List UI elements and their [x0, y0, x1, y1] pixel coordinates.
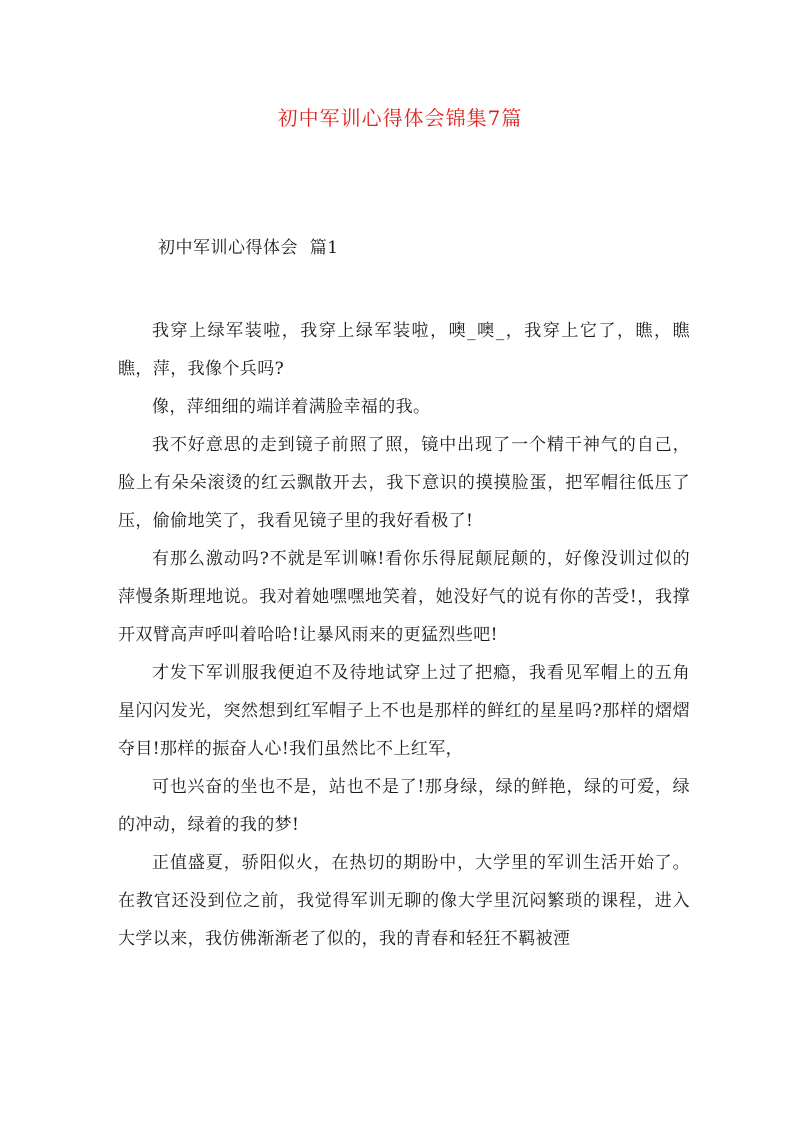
paragraph-6: 可也兴奋的坐也不是，站也不是了!那身绿，绿的鲜艳，绿的可爱，绿的冲动，绿着的我的梦!: [118, 777, 690, 835]
document-title: 初中军训心得体会锦集7篇: [277, 106, 523, 130]
document-body: [118, 312, 690, 958]
paragraph-7: 正值盛夏，骄阳似火，在热切的期盼中，大学里的军训生活开始了。在教官还没到位之前，我觉得军训无聊的像大学里沉闷繁琐的课程，进入大学以来，我仿佛渐渐老了似的，我的青春和轻狂不羁被湮: [118, 853, 690, 949]
paragraph-4: 有那么激动吗?不就是军训嘛!看你乐得屁颠屁颠的，好像没训过似的萍慢条斯理地说。我对着她嘿嘿地笑着，她没好气的说有你的苦受!，我撑开双臂高声呼叫着哈哈!让暴风雨来的更猛烈些吧!: [118, 549, 690, 645]
section-heading: 初中军训心得体会 篇1: [158, 238, 339, 258]
paragraph-5: 才发下军训服我便迫不及待地试穿上过了把瘾，我看见军帽上的五角星闪闪发光，突然想到红军帽子上不也是那样的鲜红的星星吗?那样的熠熠夺目!那样的振奋人心!我们虽然比不上红军，: [118, 663, 690, 759]
paragraph-3: 我不好意思的走到镜子前照了照，镜中出现了一个精干神气的自己，脸上有朵朵滚烫的红云飘散开去，我下意识的摸摸脸蛋，把军帽往低压了压，偷偷地笑了，我看见镜子里的我好看极了!: [118, 435, 690, 531]
paragraph-2: 像，萍细细的端详着满脸幸福的我。: [152, 397, 431, 417]
paragraph-1: 我穿上绿军装啦，我穿上绿军装啦，噢_噢_，我穿上它了，瞧，瞧瞧，萍，我像个兵吗?: [118, 321, 690, 379]
